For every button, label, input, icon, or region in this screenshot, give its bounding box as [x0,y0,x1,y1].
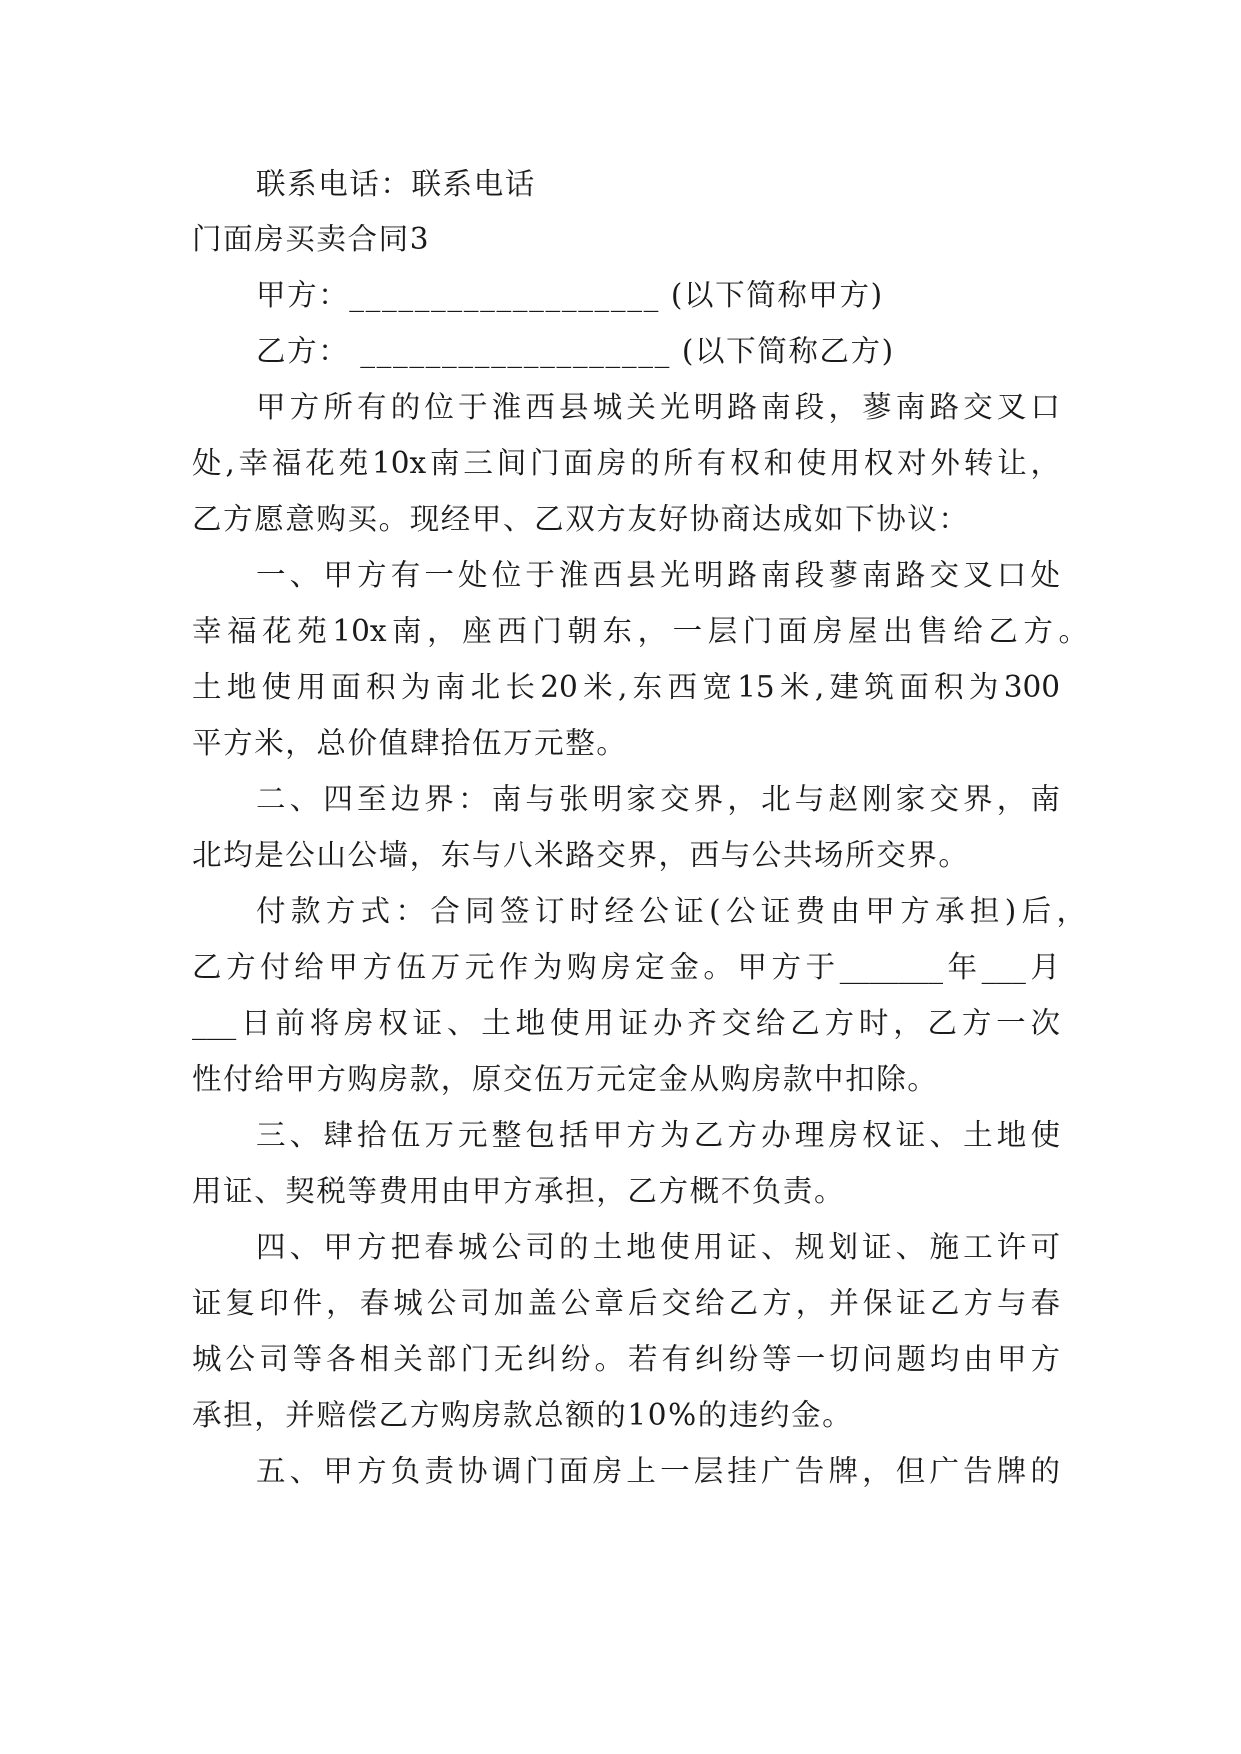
document-title: 门面房买卖合同3 [192,222,431,256]
clause-1-line-4: 平方米，总价值肆拾伍万元整。 [192,726,628,760]
clause-1-line-1: 一、甲方有一处位于淮西县光明路南段蓼南路交叉口处 [256,558,1060,592]
clause-1-line-3: 土地使用面积为南北长20米,东西宽15米,建筑面积为300 [192,670,1060,704]
clause-2-line-1: 二、四至边界：南与张明家交界，北与赵刚家交界，南 [256,782,1060,816]
clause-4-line-3: 城公司等各相关部门无纠纷。若有纠纷等一切问题均由甲方 [192,1342,1060,1376]
intro-paragraph-line-1: 甲方所有的位于淮西县城关光明路南段，蓼南路交叉口 [256,390,1060,424]
clause-5-line-1: 五、甲方负责协调门面房上一层挂广告牌，但广告牌的 [256,1454,1060,1488]
clause-3-line-1: 三、肆拾伍万元整包括甲方为乙方办理房权证、土地使 [256,1118,1060,1152]
party-b-line: 乙方： ___________________ (以下简称乙方) [256,334,895,368]
party-a-line: 甲方：___________________ (以下简称甲方) [256,278,884,312]
payment-line-1: 付款方式：合同签订时经公证(公证费由甲方承担)后， [256,894,1086,928]
clause-4-line-2: 证复印件，春城公司加盖公章后交给乙方，并保证乙方与春 [192,1286,1060,1320]
contact-phone-line: 联系电话：联系电话 [256,167,536,201]
clause-4-line-4: 承担，并赔偿乙方购房款总额的10%的违约金。 [192,1398,854,1432]
intro-paragraph-line-3: 乙方愿意购买。现经甲、乙双方友好协商达成如下协议： [192,502,970,536]
clause-2-line-2: 北均是公山公墙，东与八米路交界，西与公共场所交界。 [192,838,970,872]
clause-4-line-1: 四、甲方把春城公司的土地使用证、规划证、施工许可 [256,1230,1060,1264]
payment-line-4: 性付给甲方购房款，原交伍万元定金从购房款中扣除。 [192,1062,939,1096]
clause-3-line-2: 用证、契税等费用由甲方承担，乙方概不负责。 [192,1174,846,1208]
payment-line-2: 乙方付给甲方伍万元作为购房定金。甲方于_______年___月 [192,950,1060,984]
intro-paragraph-line-2: 处,幸福花苑10x南三间门面房的所有权和使用权对外转让， [192,446,1060,480]
payment-line-3: ___日前将房权证、土地使用证办齐交给乙方时，乙方一次 [192,1006,1060,1040]
clause-1-line-2: 幸福花苑10x南，座西门朝东，一层门面房屋出售给乙方。 [192,614,1088,648]
